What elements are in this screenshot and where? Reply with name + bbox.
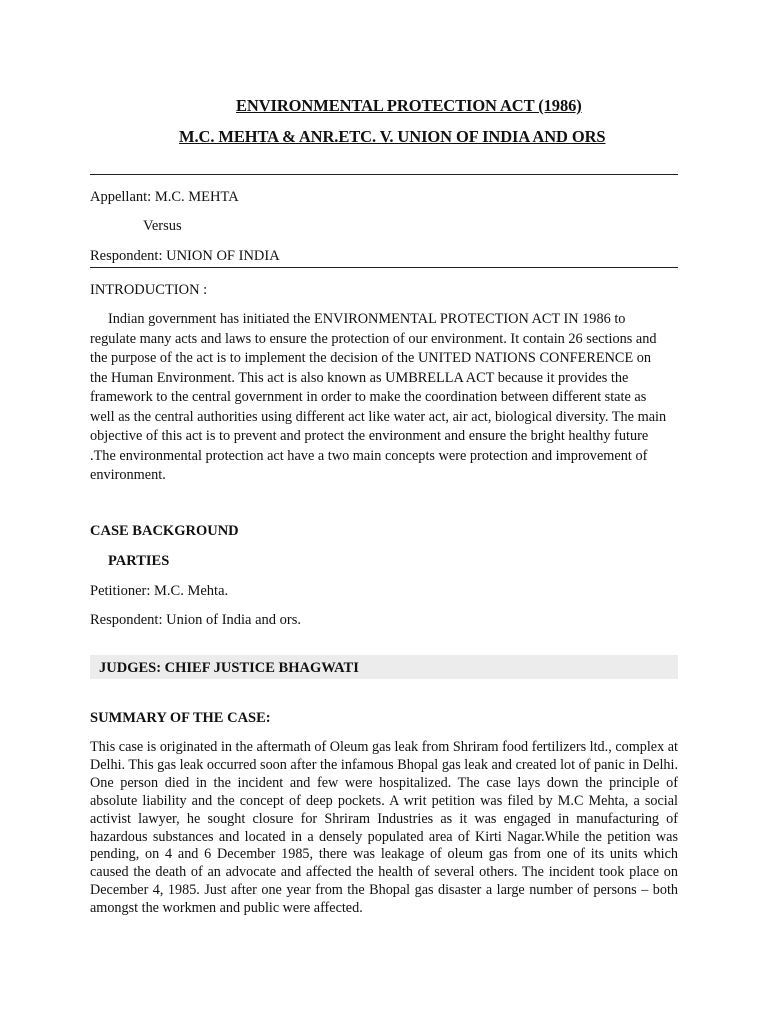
act-title: ENVIRONMENTAL PROTECTION ACT (1986) (236, 96, 582, 115)
top-rule (90, 174, 678, 175)
versus-line: Versus (143, 218, 182, 234)
summary-paragraph: This case is originated in the aftermath of Oleum gas leak from Shriram food fertilizers ltd., complex at Delhi. This gas leak occurred soon after the infamous Bhopal gas leak and created lot of panic in Delhi. One person died in the incident and few were hospitalized. The case lays down the principle of absolute liability and the concept of deep pockets. A writ petition was filed by M.C Mehta, a social activist lawyer, he sought closure for Shriram Industries as it was engaged in manufacturing of hazardous substances and located in a densely populated area of Kirti Nagar.While the petition was pending, on 4 and 6 December 1985, there was leakage of oleum gas from one of its units which caused the death of an advocate and affected the health of several others. The incident took place on December 4, 1985. Just after one year from the Bhopal gas disaster a large number of persons – both amongst the workmen and public were affected. (90, 739, 678, 917)
middle-rule (90, 267, 678, 268)
introduction-paragraph: Indian government has initiated the ENVIRONMENTAL PROTECTION ACT IN 1986 to regulate many acts and laws to ensure the protection of our environment. It contain 26 sections and the purpose of the act is to implement the decision of the UNITED NATIONS CONFERENCE on the Human Environment. This act is also known as UMBRELLA ACT because it provides the framework to the central government in order to make the coordination between different state as well as the central authorities using different act like water act, air act, biological diversity. The main objective of this act is to prevent and protect the environment and ensure the bright healthy future .The environmental protection act have a two main concepts were protection and improvement of environment. (90, 311, 667, 483)
judges-text: JUDGES: CHIEF JUSTICE BHAGWATI (99, 660, 359, 676)
judges-banner (90, 655, 678, 679)
parties-heading: PARTIES (108, 553, 170, 569)
case-title: M.C. MEHTA & ANR.ETC. V. UNION OF INDIA AND ORS (179, 127, 606, 146)
respondent-line: Respondent: UNION OF INDIA (90, 248, 280, 264)
respondent-parties-line: Respondent: Union of India and ors. (90, 612, 302, 628)
appellant-line: Appellant: M.C. MEHTA (90, 189, 239, 205)
petitioner-line: Petitioner: M.C. Mehta. (90, 583, 229, 599)
introduction-heading: INTRODUCTION : (90, 282, 208, 298)
case-background-heading: CASE BACKGROUND (90, 523, 239, 539)
summary-heading: SUMMARY OF THE CASE: (90, 710, 271, 726)
